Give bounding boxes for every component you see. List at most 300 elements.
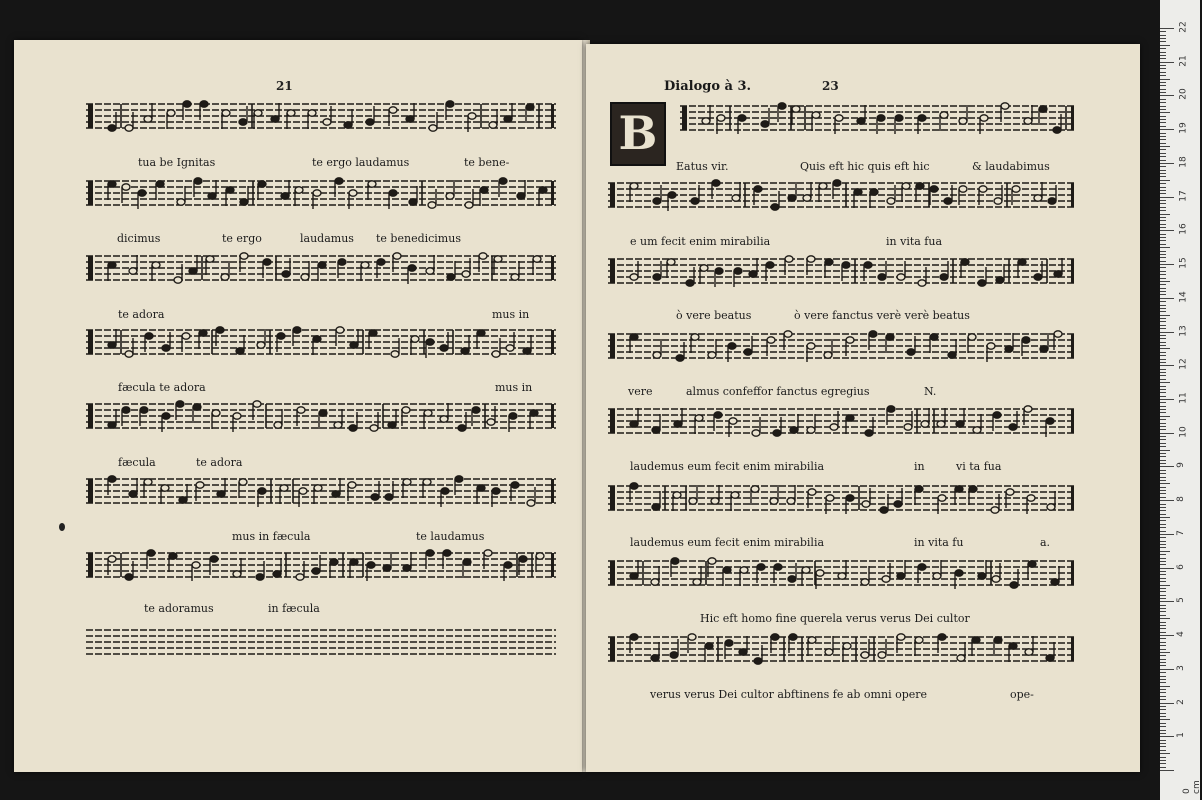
ruler-tick <box>1160 176 1166 177</box>
ruler-tick <box>1160 352 1166 353</box>
ruler-label: 16 <box>1178 223 1189 236</box>
ruler-tick <box>1160 214 1170 215</box>
ruler-tick <box>1160 207 1166 208</box>
lyric-line: verus verus Dei cultor abftinens fe ab omni opere <box>650 688 928 701</box>
ruler-tick <box>1160 699 1166 700</box>
ruler-label: 1 <box>1175 732 1186 739</box>
ruler-label: 13 <box>1178 324 1189 337</box>
ruler-tick <box>1160 328 1166 329</box>
ruler-tick <box>1160 439 1166 440</box>
ruler-tick <box>1160 611 1166 612</box>
ruler-tick <box>1160 251 1166 252</box>
ruler-tick <box>1160 692 1166 693</box>
lyric-line: ò vere fanctus verè verè beatus <box>794 309 970 322</box>
ruler-tick <box>1160 409 1166 410</box>
ruler-tick <box>1160 477 1166 478</box>
ruler-tick <box>1160 649 1166 650</box>
lyric-line: ò vere beatus <box>676 309 752 322</box>
ruler-tick <box>1160 170 1166 171</box>
ruler-tick <box>1160 504 1166 505</box>
ruler-tick <box>1160 129 1174 130</box>
ruler-label: 15 <box>1178 257 1189 269</box>
ruler-tick <box>1160 635 1174 636</box>
ruler-tick <box>1160 197 1174 198</box>
lyric-line: vi ta fua <box>956 460 1002 473</box>
music-staff <box>86 398 556 438</box>
ruler-tick <box>1160 746 1166 747</box>
ruler-tick <box>1160 399 1174 400</box>
music-staff <box>608 403 1076 443</box>
ruler-tick <box>1160 396 1166 397</box>
ruler-tick <box>1160 531 1166 532</box>
ruler-tick <box>1160 294 1166 295</box>
ruler-tick <box>1160 160 1166 161</box>
music-staff <box>86 547 556 587</box>
ruler-tick <box>1160 483 1170 484</box>
ruler-tick <box>1160 655 1166 656</box>
ruler-tick <box>1160 423 1166 424</box>
ruler-label: 21 <box>1178 54 1189 67</box>
ruler-tick <box>1160 490 1166 491</box>
ruler-tick <box>1160 686 1170 687</box>
lyric-line: te bene- <box>464 156 510 169</box>
ruler-tick <box>1160 406 1166 407</box>
ruler-label: 11 <box>1178 392 1189 404</box>
lyric-line: laudemus eum fecit enim mirabilia <box>630 460 825 473</box>
lyric-line: laudamus <box>300 232 354 245</box>
lyric-line: dicimus <box>117 232 161 245</box>
music-staff <box>86 624 556 664</box>
ruler-tick <box>1160 45 1170 46</box>
lyric-line: tua be Ignitas <box>138 156 216 169</box>
ruler-label: 9 <box>1175 462 1186 469</box>
ruler-tick <box>1160 689 1166 690</box>
ruler-tick <box>1160 109 1166 110</box>
ruler-tick <box>1160 510 1166 511</box>
lyric-line: in vita fua <box>886 235 943 248</box>
ruler-tick <box>1160 416 1170 417</box>
ruler-tick <box>1160 456 1166 457</box>
ruler-tick <box>1160 608 1166 609</box>
music-staff <box>608 328 1076 368</box>
ruler-tick <box>1160 386 1166 387</box>
lyric-line: fæcula te adora <box>118 381 206 394</box>
ruler-tick <box>1160 665 1166 666</box>
ruler-tick <box>1160 106 1166 107</box>
ruler-tick <box>1160 193 1166 194</box>
measuring-ruler <box>1160 0 1200 800</box>
ruler-tick <box>1160 517 1170 518</box>
ruler-tick <box>1160 234 1166 235</box>
ruler-tick <box>1160 163 1174 164</box>
ruler-tick <box>1160 591 1166 592</box>
lyric-line: vere <box>628 385 653 398</box>
ruler-tick <box>1160 146 1170 147</box>
lyric-line: a. <box>1040 536 1051 549</box>
ruler-tick <box>1160 119 1166 120</box>
ruler-tick <box>1160 500 1174 501</box>
ruler-label: 20 <box>1178 88 1189 101</box>
ruler-tick <box>1160 632 1166 633</box>
ruler-tick <box>1160 89 1166 90</box>
decorated-initial: B <box>610 102 666 166</box>
ruler-tick <box>1160 48 1166 49</box>
ruler-label: 3 <box>1175 664 1186 671</box>
ruler-tick <box>1160 466 1174 467</box>
ruler-tick <box>1160 402 1166 403</box>
ruler-tick <box>1160 335 1166 336</box>
ruler-tick <box>1160 254 1166 255</box>
ruler-tick <box>1160 453 1166 454</box>
ruler-tick <box>1160 143 1166 144</box>
ruler-label: 18 <box>1178 156 1189 168</box>
ruler-tick <box>1160 382 1170 383</box>
ruler-tick <box>1160 116 1166 117</box>
ruler-tick <box>1160 369 1166 370</box>
ruler-tick <box>1160 645 1166 646</box>
ruler-tick <box>1160 443 1166 444</box>
lyric-line: Eatus vir. <box>676 160 729 173</box>
ruler-tick <box>1160 736 1174 737</box>
ruler-tick <box>1160 585 1170 586</box>
ruler-tick <box>1160 605 1166 606</box>
music-staff <box>86 175 556 215</box>
ruler-label: 17 <box>1178 189 1189 202</box>
ruler-tick <box>1160 267 1166 268</box>
ruler-tick <box>1160 156 1166 157</box>
ruler-tick <box>1160 166 1166 167</box>
ruler-tick <box>1160 561 1166 562</box>
ruler-tick <box>1160 190 1166 191</box>
ruler-tick <box>1160 315 1170 316</box>
ruler-tick <box>1160 524 1166 525</box>
ruler-tick <box>1160 389 1166 390</box>
ruler-tick <box>1160 625 1166 626</box>
ruler-tick <box>1160 139 1166 140</box>
ruler-tick <box>1160 436 1166 437</box>
ruler-tick <box>1160 493 1166 494</box>
ruler-tick <box>1160 149 1166 150</box>
ruler-tick <box>1160 672 1166 673</box>
ruler-tick <box>1160 652 1170 653</box>
ruler-tick <box>1160 662 1166 663</box>
ruler-tick <box>1160 82 1166 83</box>
music-staff <box>608 480 1076 520</box>
ruler-tick <box>1160 321 1166 322</box>
music-staff <box>86 473 556 513</box>
ruler-tick <box>1160 537 1166 538</box>
lyric-line: ope- <box>1010 688 1034 701</box>
ruler-tick <box>1160 338 1166 339</box>
ruler-tick <box>1160 598 1166 599</box>
ruler-tick <box>1160 622 1166 623</box>
ruler-tick <box>1160 392 1166 393</box>
ruler-tick <box>1160 173 1166 174</box>
ruler-tick <box>1160 753 1170 754</box>
ruler-tick <box>1160 325 1166 326</box>
ruler-label: 5 <box>1175 597 1186 604</box>
lyric-line: Quis eft hic quis eft hic <box>800 160 930 173</box>
lyric-line: te benedicimus <box>376 232 461 245</box>
ruler-tick <box>1160 571 1166 572</box>
ruler-tick <box>1160 200 1166 201</box>
lyric-line: mus in <box>492 308 530 321</box>
ruler-tick <box>1160 433 1174 434</box>
music-staff <box>608 253 1076 293</box>
ruler-tick <box>1160 480 1166 481</box>
ruler-tick <box>1160 305 1166 306</box>
ruler-unit-label: 0 cm <box>1182 780 1202 794</box>
lyric-line: te ergo laudamus <box>312 156 410 169</box>
ruler-tick <box>1160 58 1166 59</box>
ruler-tick <box>1160 541 1166 542</box>
ruler-tick <box>1160 581 1166 582</box>
ruler-tick <box>1160 92 1166 93</box>
ruler-tick <box>1160 28 1174 29</box>
ruler-tick <box>1160 183 1166 184</box>
ruler-tick <box>1160 52 1166 53</box>
ruler-tick <box>1160 574 1166 575</box>
lyric-line: e um fecit enim mirabilia <box>630 235 771 248</box>
lyric-line: te laudamus <box>416 530 485 543</box>
ruler-tick <box>1160 676 1166 677</box>
music-staff <box>680 100 1076 140</box>
lyric-line: in <box>914 460 925 473</box>
music-staff <box>608 177 1076 217</box>
ruler-tick <box>1160 210 1166 211</box>
music-staff <box>608 631 1076 671</box>
ruler-tick <box>1160 470 1166 471</box>
ruler-tick <box>1160 716 1166 717</box>
ruler-tick <box>1160 308 1166 309</box>
ruler-tick <box>1160 463 1166 464</box>
lyric-line: almus confeffor fanctus egregius <box>686 385 870 398</box>
ruler-tick <box>1160 365 1174 366</box>
ruler-tick <box>1160 247 1170 248</box>
ruler-tick <box>1160 38 1166 39</box>
ruler-tick <box>1160 726 1166 727</box>
ruler-tick <box>1160 180 1170 181</box>
ruler-tick <box>1160 578 1166 579</box>
ruler-tick <box>1160 79 1170 80</box>
ruler-tick <box>1160 372 1166 373</box>
ruler-tick <box>1160 568 1174 569</box>
ruler-tick <box>1160 706 1166 707</box>
ruler-tick <box>1160 217 1166 218</box>
ruler-tick <box>1160 355 1166 356</box>
ruler-label: 19 <box>1178 122 1189 134</box>
lyric-line: in fæcula <box>268 602 320 615</box>
ruler-tick <box>1160 187 1166 188</box>
ruler-tick <box>1160 638 1166 639</box>
ruler-tick <box>1160 65 1166 66</box>
ruler-tick <box>1160 412 1166 413</box>
ruler-tick <box>1160 450 1170 451</box>
ruler-tick <box>1160 740 1166 741</box>
ruler-tick <box>1160 102 1166 103</box>
ruler-tick <box>1160 359 1166 360</box>
ruler-tick <box>1160 362 1166 363</box>
left-page-number: 21 <box>276 79 293 93</box>
lyric-line: laudemus eum fecit enim mirabilia <box>630 536 825 549</box>
ruler-label: 6 <box>1175 563 1186 570</box>
ruler-tick <box>1160 682 1166 683</box>
ruler-tick <box>1160 227 1166 228</box>
ruler-tick <box>1160 419 1166 420</box>
ruler-tick <box>1160 770 1174 771</box>
ruler-tick <box>1160 628 1166 629</box>
ruler-tick <box>1160 520 1166 521</box>
ruler-tick <box>1160 618 1170 619</box>
ruler-tick <box>1160 55 1166 56</box>
ruler-tick <box>1160 153 1166 154</box>
ruler-tick <box>1160 288 1166 289</box>
ruler-tick <box>1160 767 1166 768</box>
ruler-tick <box>1160 588 1166 589</box>
lyric-line: te adora <box>196 456 243 469</box>
ruler-tick <box>1160 750 1166 751</box>
lyric-line: te ergo <box>222 232 262 245</box>
lyric-line: fæcula <box>118 456 156 469</box>
ruler-tick <box>1160 244 1166 245</box>
ruler-tick <box>1160 271 1166 272</box>
music-staff <box>86 324 556 364</box>
ruler-tick <box>1160 284 1166 285</box>
ruler-tick <box>1160 551 1170 552</box>
ruler-tick <box>1160 375 1166 376</box>
ruler-tick <box>1160 345 1166 346</box>
ruler-tick <box>1160 122 1166 123</box>
ruler-tick <box>1160 460 1166 461</box>
ruler-label: 8 <box>1175 496 1186 503</box>
ruler-tick <box>1160 679 1166 680</box>
ruler-label: 2 <box>1175 698 1186 705</box>
music-staff <box>608 555 1076 595</box>
ruler-tick <box>1160 446 1166 447</box>
ruler-tick <box>1160 68 1166 69</box>
ruler-tick <box>1160 763 1166 764</box>
lyric-line: te adora <box>118 308 165 321</box>
lyric-line: te adoramus <box>144 602 214 615</box>
ruler-tick <box>1160 99 1166 100</box>
ruler-label: 10 <box>1178 425 1189 438</box>
ruler-label: 4 <box>1175 631 1186 637</box>
ruler-tick <box>1160 487 1166 488</box>
ruler-tick <box>1160 72 1166 73</box>
ruler-tick <box>1160 730 1166 731</box>
ruler-tick <box>1160 514 1166 515</box>
ruler-tick <box>1160 230 1174 231</box>
ruler-tick <box>1160 723 1166 724</box>
ruler-tick <box>1160 642 1166 643</box>
ruler-tick <box>1160 760 1166 761</box>
ruler-tick <box>1160 558 1166 559</box>
ruler-tick <box>1160 743 1166 744</box>
ruler-tick <box>1160 75 1166 76</box>
ruler-label: 22 <box>1178 21 1189 33</box>
ruler-tick <box>1160 379 1166 380</box>
ruler-tick <box>1160 564 1166 565</box>
lyric-line: mus in fæcula <box>232 530 311 543</box>
music-staff <box>86 250 556 290</box>
ruler-tick <box>1160 527 1166 528</box>
music-staff <box>86 98 556 138</box>
ruler-tick <box>1160 237 1166 238</box>
ruler-tick <box>1160 429 1166 430</box>
ruler-tick <box>1160 318 1166 319</box>
ruler-tick <box>1160 220 1166 221</box>
ruler-tick <box>1160 126 1166 127</box>
ruler-tick <box>1160 35 1166 36</box>
ruler-tick <box>1160 291 1166 292</box>
ruler-tick <box>1160 62 1174 63</box>
ruler-tick <box>1160 301 1166 302</box>
ruler-tick <box>1160 544 1166 545</box>
ruler-tick <box>1160 703 1174 704</box>
ruler-tick <box>1160 257 1166 258</box>
ruler-tick <box>1160 507 1166 508</box>
lyric-line: N. <box>924 385 937 398</box>
ruler-tick <box>1160 733 1166 734</box>
ruler-tick <box>1160 240 1166 241</box>
ruler-tick <box>1160 713 1166 714</box>
ruler-tick <box>1160 426 1166 427</box>
ruler-tick <box>1160 669 1174 670</box>
ruler-label: 12 <box>1178 358 1189 370</box>
ruler-tick <box>1160 203 1166 204</box>
ruler-tick <box>1160 264 1174 265</box>
ruler-tick <box>1160 95 1174 96</box>
ruler-tick <box>1160 342 1166 343</box>
ruler-tick <box>1160 615 1166 616</box>
ruler-tick <box>1160 719 1170 720</box>
lyric-line: in vita fu <box>914 536 964 549</box>
lyric-line: & laudabimus <box>972 160 1050 173</box>
ruler-tick <box>1160 497 1166 498</box>
section-header: Dialogo à 3. <box>664 79 752 94</box>
ruler-tick <box>1160 709 1166 710</box>
ruler-tick <box>1160 278 1166 279</box>
ruler-tick <box>1160 547 1166 548</box>
ruler-tick <box>1160 41 1166 42</box>
lyric-line: mus in <box>495 381 533 394</box>
ruler-tick <box>1160 601 1174 602</box>
ruler-tick <box>1160 311 1166 312</box>
ruler-tick <box>1160 554 1166 555</box>
ink-spot <box>59 523 65 531</box>
ruler-tick <box>1160 595 1166 596</box>
ruler-tick <box>1160 534 1174 535</box>
ruler-tick <box>1160 31 1166 32</box>
ruler-tick <box>1160 274 1166 275</box>
ruler-tick <box>1160 473 1166 474</box>
lyric-line: Hic eft homo fine querela verus verus Dei cultor <box>700 612 970 625</box>
ruler-tick <box>1160 348 1170 349</box>
right-page-number: 23 <box>822 79 839 93</box>
ruler-tick <box>1160 224 1166 225</box>
ruler-tick <box>1160 298 1174 299</box>
ruler-tick <box>1160 133 1166 134</box>
ruler-tick <box>1160 659 1166 660</box>
ruler-tick <box>1160 281 1170 282</box>
ruler-tick <box>1160 757 1166 758</box>
ruler-label: 7 <box>1175 530 1186 536</box>
ruler-tick <box>1160 332 1174 333</box>
ruler-tick <box>1160 696 1166 697</box>
ruler-tick <box>1160 261 1166 262</box>
ruler-label: 14 <box>1178 291 1189 303</box>
ruler-tick <box>1160 85 1166 86</box>
